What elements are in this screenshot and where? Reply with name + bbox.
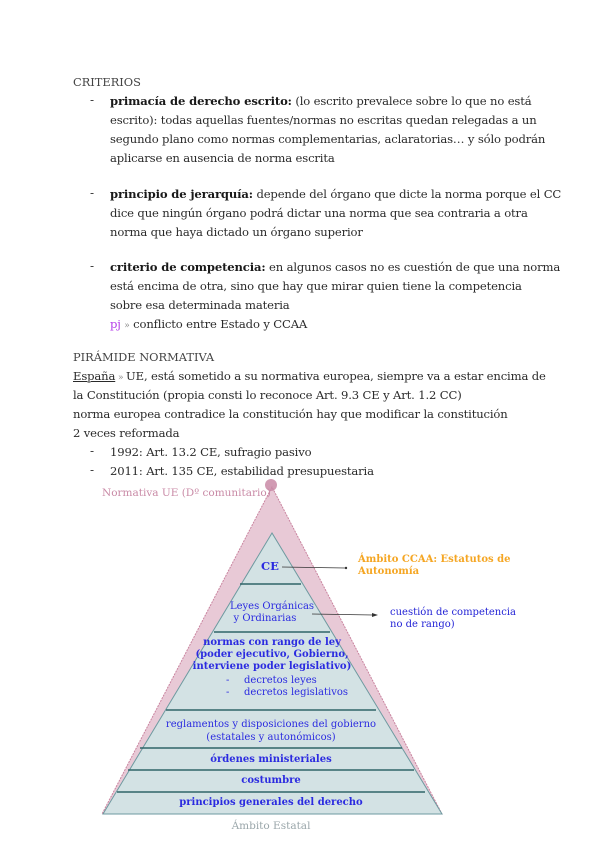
ccaa-label-line2: Autonomía (358, 566, 420, 577)
level-leyes-2: y Ordinarias (233, 613, 297, 624)
level-reglamentos-1: reglamentos y disposiciones del gobierno (165, 719, 377, 730)
level-principios: principios generales del derecho (179, 797, 363, 808)
piramide-intro-line1: España » UE, está sometido a su normativa europea, siempre va a estar encima de (73, 369, 546, 383)
level-rango-3: interviene poder legislativo) (192, 661, 352, 672)
competencia-label-line1: cuestión de competencia (390, 607, 517, 618)
criterio-term: principio de jerarquía: (110, 187, 253, 201)
level-leyes-1: Leyes Orgánicas (229, 601, 315, 612)
bullet-dash: - (90, 93, 95, 107)
reform-item: 1992: Art. 13.2 CE, sufragio pasivo (110, 445, 312, 459)
level-costumbre: costumbre (241, 775, 301, 786)
level-reglamentos-2: (estatales y autonómicos) (206, 732, 336, 743)
espana-underlined: España (73, 369, 116, 383)
arrow-icon: » (124, 321, 130, 331)
criterio-term: criterio de competencia: (110, 260, 266, 274)
piramide-line3: norma europea contradice la constitución hay que modificar la constitución (73, 407, 508, 421)
arrow-icon: » (115, 373, 127, 383)
ccaa-label-line1: Ámbito CCAA: Estatutos de (358, 554, 511, 565)
level-rango-2: (poder ejecutivo, Gobierno, (195, 649, 349, 660)
arrowhead-icon (372, 613, 378, 617)
ce-connector-dot (345, 567, 347, 569)
level-ce: CE (261, 559, 279, 573)
pj-label: pj (110, 317, 121, 331)
bullet-dash: - (90, 463, 95, 477)
level-rango-sub-1: decretos leyes (244, 675, 317, 686)
competencia-note: pj » conflicto entre Estado y CCAA (110, 317, 308, 331)
criterio-item-competencia: criterio de competencia: en algunos casos no es cuestión de que una norma está encima de otra, sino que hay que mirar quien tiene la competencia sobre esa determinada materia pj » conflicto entre Estado y CCAA (110, 258, 560, 336)
bullet-dash: - (90, 259, 95, 273)
ambito-estatal-label: Ámbito Estatal (231, 820, 311, 832)
piramide-heading: PIRÁMIDE NORMATIVA (73, 350, 215, 364)
piramide-line4: 2 veces reformada (73, 426, 180, 440)
bullet-dash: - (90, 186, 95, 200)
level-rango-dash: - (226, 675, 230, 686)
level-ordenes: órdenes ministeriales (210, 754, 332, 765)
reform-item: 2011: Art. 135 CE, estabilidad presupuestaria (110, 464, 374, 478)
level-rango-dash: - (226, 687, 230, 698)
ue-outer-label: Normativa UE (Dº comunitario) (102, 487, 271, 499)
criterios-heading: CRITERIOS (73, 75, 141, 89)
level-rango-1: normas con rango de ley (203, 637, 341, 648)
piramide-intro-line2: la Constitución (propia consti lo reconoce Art. 9.3 CE y Art. 1.2 CC) (73, 388, 462, 402)
level-rango-sub-2: decretos legislativos (244, 687, 348, 698)
competencia-label-line2: no de rango) (390, 619, 455, 630)
bullet-dash: - (90, 444, 95, 458)
criterio-item-primacia: primacía de derecho escrito: (lo escrito prevalece sobre lo que no está escrito): todas aquellas fuentes/normas no escritas quedan relegadas a un segundo plano como normas complementarias, aclaratorias… y sólo podrán aplicarse en ausencia de norma escrita (110, 94, 546, 165)
criterio-item-jerarquia: principio de jerarquía: depende del órgano que dicte la norma porque el CC dice que ningún órgano podrá dictar una norma que sea contraria a otra norma que haya dictado un órgano superior (110, 187, 562, 239)
criterio-term: primacía de derecho escrito: (110, 94, 292, 108)
